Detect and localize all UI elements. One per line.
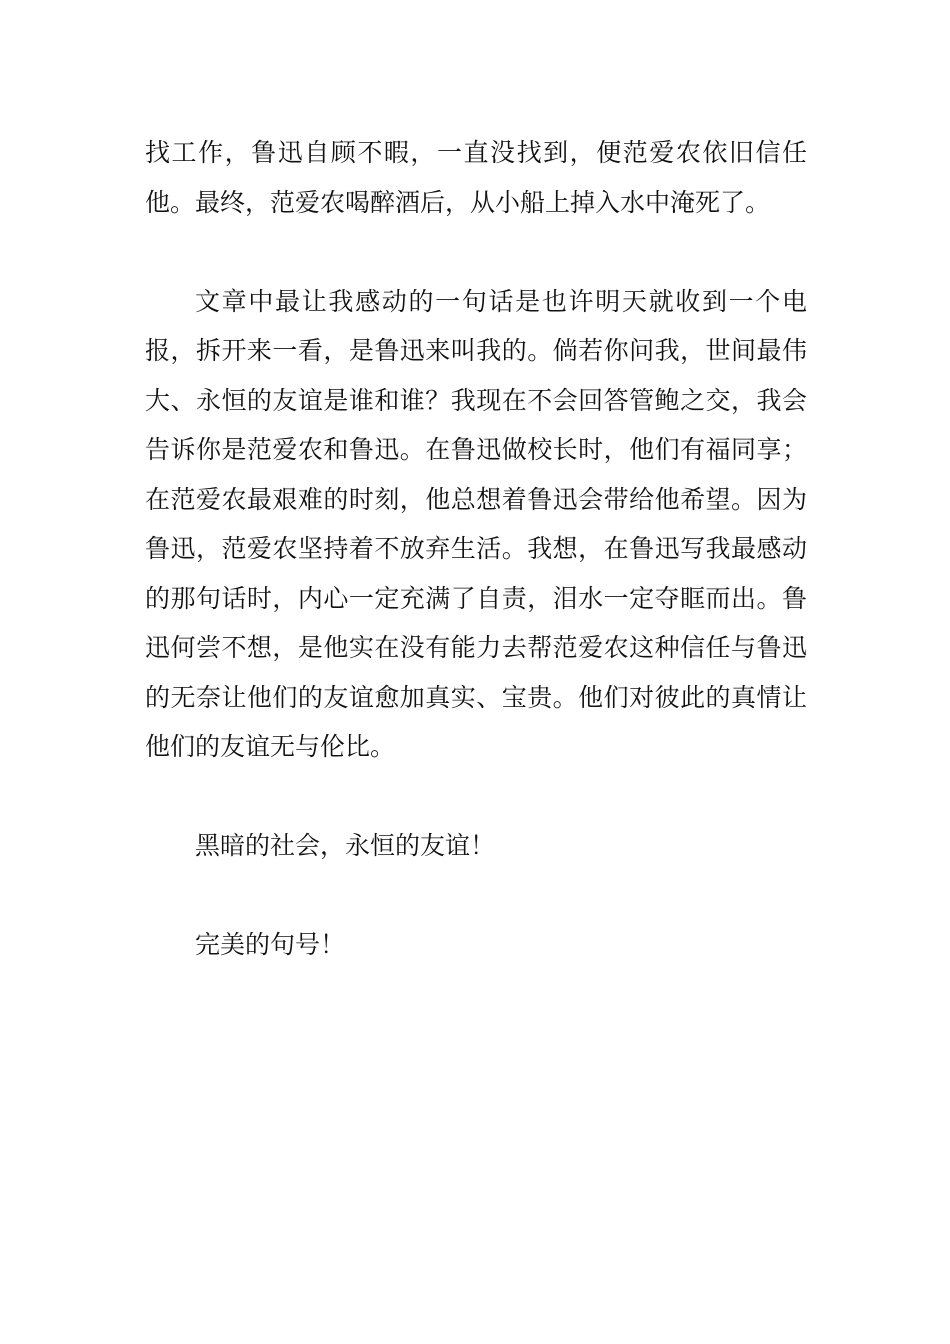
document-body: [145, 128, 807, 970]
paragraph-most-moving-sentence: 文章中最让我感动的一句话是也许明天就收到一个电报，拆开来一看，是鲁迅来叫我的。倘若你问我，世间最伟大、永恒的友谊是谁和谁？我现在不会回答管鲍之交，我会告诉你是范爱农和鲁迅。在鲁迅做校长时，他们有福同享；在范爱农最艰难的时刻，他总想着鲁迅会带给他希望。因为鲁迅，范爱农坚持着不放弃生活。我想，在鲁迅写我最感动的那句话时，内心一定充满了自责，泪水一定夺眶而出。鲁迅何尝不想，是他实在没有能力去帮范爱农这种信任与鲁迅的无奈让他们的友谊愈加真实、宝贵。他们对彼此的真情让他们的友谊无与伦比。: [145, 286, 807, 761]
paragraph-dark-society: 黑暗的社会，永恒的友谊！: [195, 831, 496, 860]
paragraph-perfect-ending: 完美的句号！: [195, 930, 346, 959]
paragraph-continuation: 找工作，鲁迅自顾不暇，一直没找到，便范爱农依旧信任他。最终，范爱农喝醉酒后，从小船上掉入水中淹死了。: [145, 138, 807, 217]
